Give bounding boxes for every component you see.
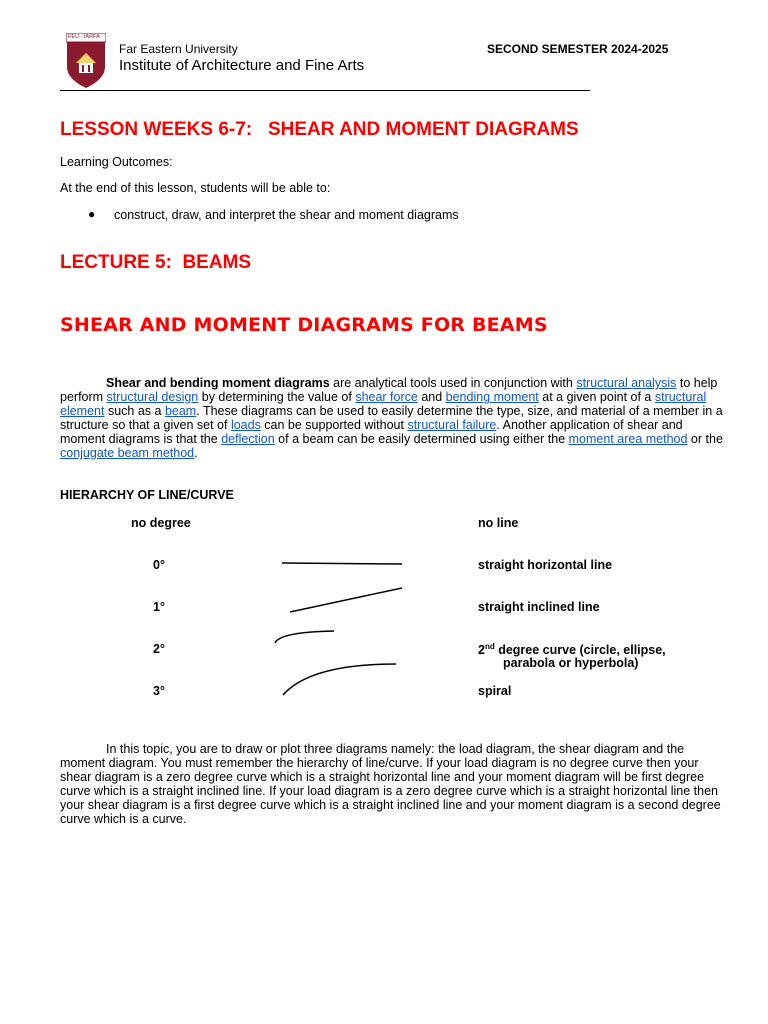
intro-paragraph xyxy=(60,376,730,460)
second-degree-curve xyxy=(275,631,334,643)
curve-description-line2: parabola or hyperbola) xyxy=(503,656,639,670)
curve-description: straight inclined line xyxy=(478,600,600,614)
degree-label: 1° xyxy=(153,600,165,614)
degree-label: no degree xyxy=(131,516,191,530)
intro-text: can be supported without xyxy=(260,418,408,432)
intro-text: . Another application of shear and moment diagrams is that the xyxy=(60,418,683,446)
learning-outcomes-label: Learning Outcomes: xyxy=(60,155,173,169)
curve-description: no line xyxy=(478,516,519,530)
semester-label: SECOND SEMESTER 2024-2025 xyxy=(487,42,669,56)
closing-text: In this topic, you are to draw or plot three diagrams namely: the load diagram, the shear diagram and the moment diagram. You must remember the hierarchy of line/curve. If your load diagram is no degree curve then your shear diagram is a zero degree curve which is a straight horizontal line and your moment diagram will be first degree curve which is a straight inclined line. If your load diagram is a zero degree curve which is a straight horizontal line then your shear diagram is a first degree curve which is a straight inclined line and your moment diagram is a second degree curve which is a curve. xyxy=(60,742,721,826)
curve-description: straight horizontal line xyxy=(478,558,613,572)
lecture-title: LECTURE 5: BEAMS xyxy=(60,252,252,273)
degree-label: 3° xyxy=(153,684,165,698)
zero-degree-line xyxy=(282,563,402,564)
intro-text: of a beam can be easily determined using either the xyxy=(274,432,569,446)
bullet-icon: ● xyxy=(88,207,96,221)
at-end-text: At the end of this lesson, students will be able to: xyxy=(60,181,331,195)
first-degree-line xyxy=(290,588,402,612)
degree-label: 0° xyxy=(153,558,165,572)
link-moment-area-method[interactable]: moment area method xyxy=(568,432,688,446)
intro-text: to help perform xyxy=(60,376,718,404)
feu-logo xyxy=(66,33,106,89)
link-conjugate-beam-method[interactable]: conjugate beam method xyxy=(60,446,195,460)
intro-lead: Shear and bending moment diagrams xyxy=(106,376,330,390)
link-beam[interactable]: beam xyxy=(164,404,197,418)
lesson-title: LESSON WEEKS 6-7: SHEAR AND MOMENT DIAGRAMS xyxy=(60,119,579,140)
third-degree-curve xyxy=(283,664,396,695)
ordinal-suffix: nd xyxy=(484,642,495,651)
degree-label: 2° xyxy=(153,642,165,656)
link-structural-analysis[interactable]: structural analysis xyxy=(576,376,677,390)
intro-text: and xyxy=(417,390,446,404)
link-loads[interactable]: loads xyxy=(230,418,261,432)
intro-text: such as a xyxy=(104,404,165,418)
intro-text: . These diagrams can be used to easily determine the type, size, and material of a member in a structure so that a given set of xyxy=(60,404,723,432)
link-shear-force[interactable]: shear force xyxy=(355,390,418,404)
ordinal-base: 2 xyxy=(478,643,485,658)
curve-description xyxy=(478,642,666,657)
link-structural-failure[interactable]: structural failure xyxy=(407,418,497,432)
link-structural-element[interactable]: structural element xyxy=(60,390,707,418)
intro-text: by determining the value of xyxy=(198,390,356,404)
outcome-item: construct, draw, and interpret the shear and moment diagrams xyxy=(114,208,459,222)
link-structural-design[interactable]: structural design xyxy=(106,390,199,404)
intro-text: . xyxy=(194,446,198,460)
logo-text: FEU · IARFA xyxy=(68,34,100,40)
section-title: SHEAR AND MOMENT DIAGRAMS FOR BEAMS xyxy=(60,314,548,336)
university-name: Far Eastern University xyxy=(119,42,238,56)
closing-paragraph xyxy=(60,742,730,826)
institute-name: Institute of Architecture and Fine Arts xyxy=(119,57,365,74)
curve-description-line1: degree curve (circle, ellipse, xyxy=(494,643,666,658)
curve-description: spiral xyxy=(478,684,512,698)
link-deflection[interactable]: deflection xyxy=(221,432,275,446)
intro-text: are analytical tools used in conjunction with xyxy=(329,376,577,390)
link-bending-moment[interactable]: bending moment xyxy=(445,390,539,404)
header-rule xyxy=(60,90,590,91)
hierarchy-title: HIERARCHY OF LINE/CURVE xyxy=(60,488,234,502)
intro-text: or the xyxy=(687,432,723,446)
intro-text: at a given point of a xyxy=(538,390,655,404)
